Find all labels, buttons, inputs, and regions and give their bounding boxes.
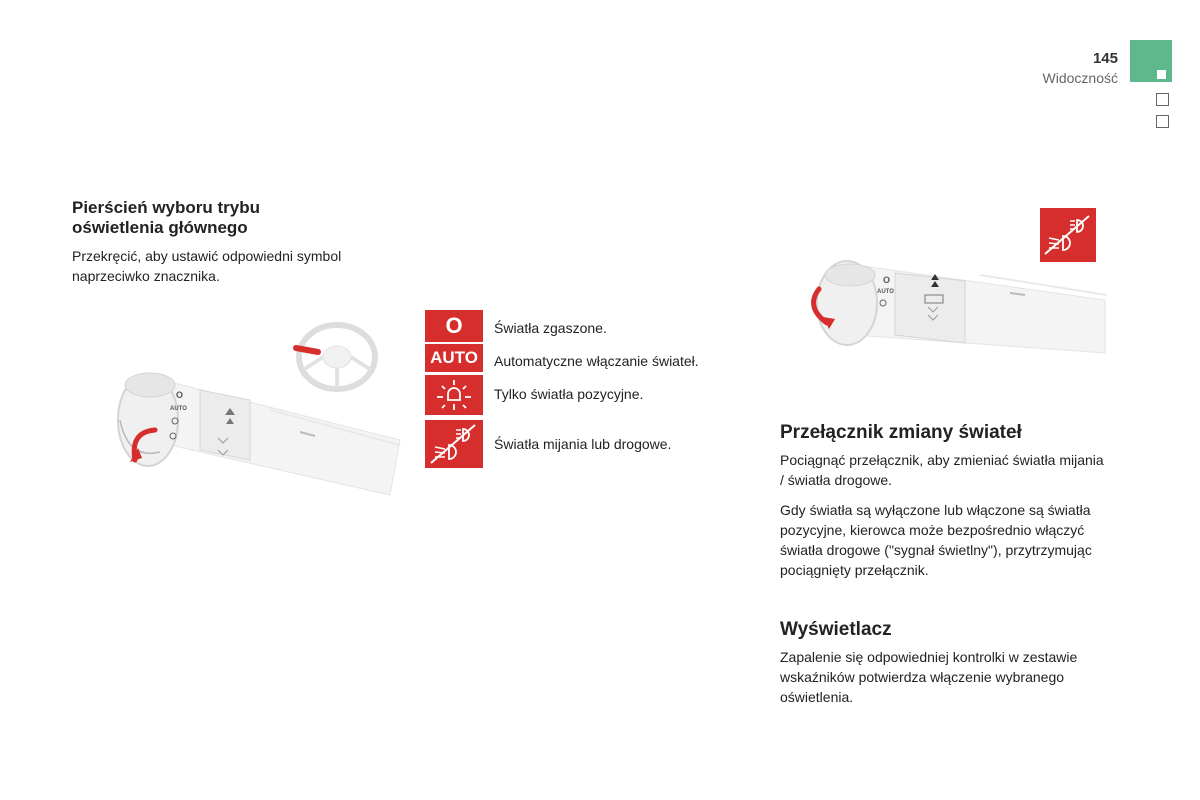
- stalk-off-marking: O: [176, 390, 184, 400]
- stalk-auto-marking: AUTO: [170, 406, 187, 412]
- switch-text: [780, 450, 1110, 580]
- auto-symbol-icon: AUTO: [425, 344, 483, 372]
- page-nav-box-3[interactable]: [1156, 115, 1169, 128]
- ring-selector-text: Przekręcić, aby ustawić odpowiedni symbol naprzeciwko znacznika.: [72, 248, 342, 284]
- beam-switch-icon: [1040, 208, 1096, 262]
- current-page-marker: [1157, 70, 1166, 79]
- mode-label-position: Tylko światła pozycyjne.: [494, 386, 644, 402]
- section-title: Widoczność: [1042, 70, 1118, 86]
- lighting-stalk-illustration: [100, 320, 405, 500]
- beam-switch-stalk-illustration: [795, 255, 1107, 360]
- position-lights-icon: [425, 375, 483, 415]
- stalk-auto-marking-right: AUTO: [877, 289, 894, 295]
- switch-heading: Przełącznik zmiany świateł: [780, 422, 1022, 443]
- switch-paragraph-1: Pociągnąć przełącznik, aby zmieniać światła mijania / światła drogowe.: [780, 452, 1104, 488]
- mode-label-off: Światła zgaszone.: [494, 320, 607, 336]
- page-number: 145: [1092, 50, 1118, 67]
- mode-label-auto: Automatyczne włączanie świateł.: [494, 353, 699, 369]
- display-heading: Wyświetlacz: [780, 619, 892, 640]
- switch-paragraph-2: Gdy światła są wyłączone lub włączone są światła pozycyjne, kierowca może bezpośrednio włączyć światła drogowe ("sygnał świetlny"), przytrzymując pociągnięty przełącznik.: [780, 502, 1092, 578]
- low-high-beam-icon: [425, 420, 483, 468]
- stalk-off-marking-right: O: [883, 275, 891, 285]
- off-symbol-icon: O: [425, 310, 483, 342]
- page-nav-box-2[interactable]: [1156, 93, 1169, 106]
- ring-selector-heading: Pierścień wyboru trybu oświetlenia głównego: [72, 198, 260, 237]
- display-text: Zapalenie się odpowiedniej kontrolki w zestawie wskaźników potwierdza włączenie wybranego oświetlenia.: [780, 649, 1078, 705]
- mode-label-beams: Światła mijania lub drogowe.: [494, 436, 672, 452]
- steering-wheel-icon: [296, 325, 375, 389]
- chapter-tab[interactable]: [1130, 40, 1172, 82]
